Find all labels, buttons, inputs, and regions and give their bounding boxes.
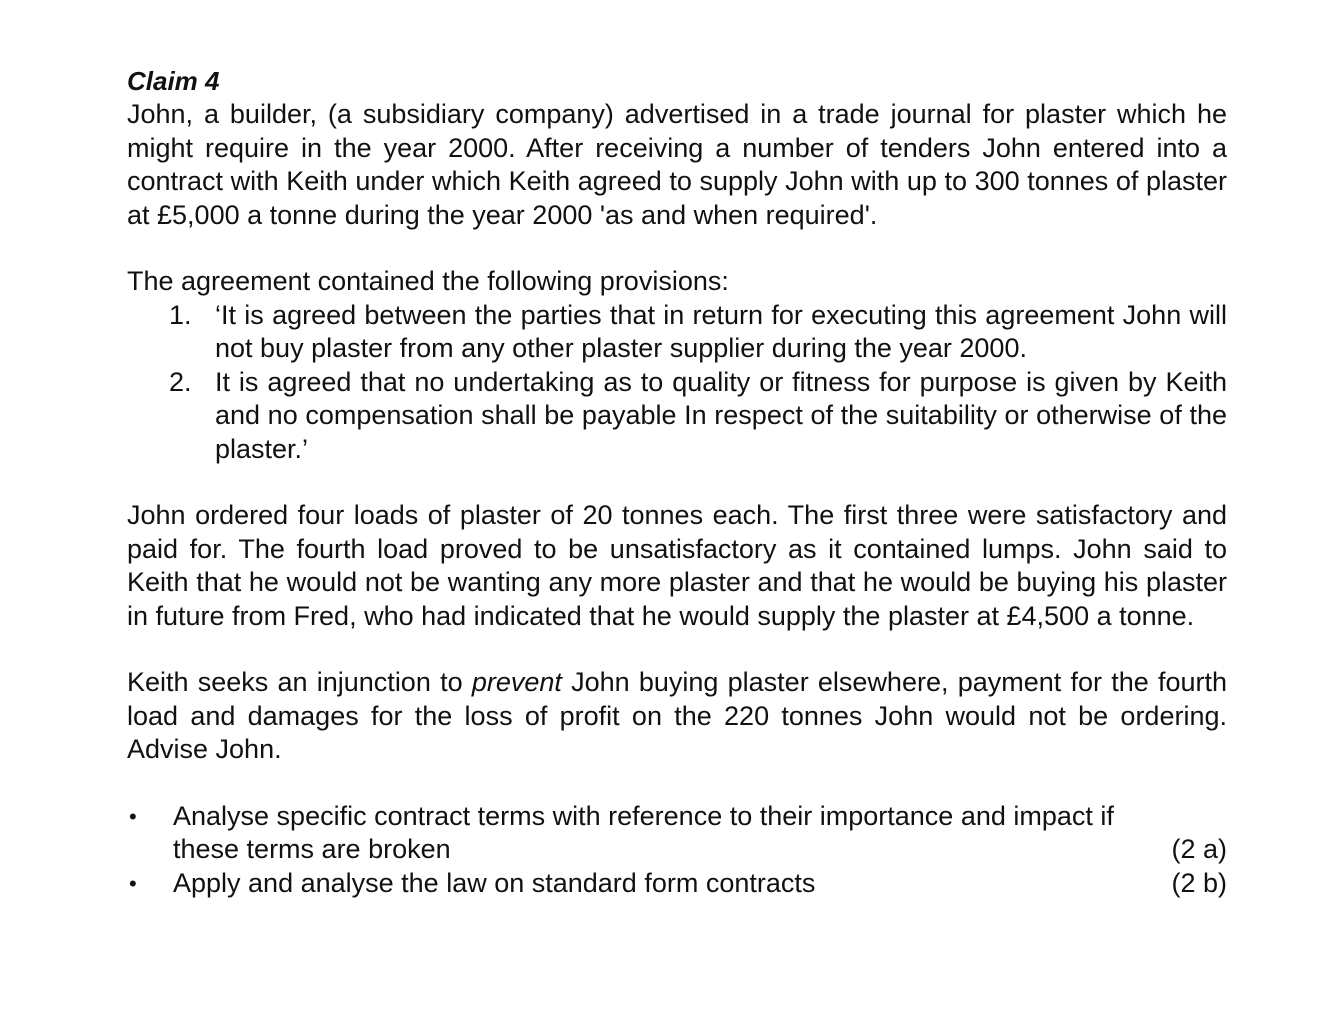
paragraph-spacer — [127, 767, 1227, 800]
para4-after: John buying plaster elsewhere, payment for the fourth load and damages for the loss of profit on the 220 tonnes John would not be ordering. Advise John. — [127, 667, 1227, 764]
provisions-intro: The agreement contained the following provisions: — [127, 266, 729, 296]
scenario-paragraph-1: John, a builder, (a subsidiary company) advertised in a trade journal for plaster which he might require in the year 2000. After receiving a number of tenders John entered into a contract with Keith under which Keith agreed to supply John with up to 300 tonnes of plaster at £5,000 a tonne during the year 2000 'as and when required'. — [127, 99, 1227, 230]
provision-item — [127, 366, 1227, 467]
bullet-icon: • — [129, 803, 137, 829]
document-page — [127, 64, 1227, 900]
provisions-list — [127, 299, 1227, 467]
claim-heading: Claim 4 — [127, 66, 220, 96]
provision-text: It is agreed that no undertaking as to quality or fitness for purpose is given by Keith and no compensation shall be payable In respect of the suitability or otherwise of the plaster.’ — [215, 366, 1227, 464]
bullet-icon: • — [129, 870, 137, 896]
para4-before: Keith seeks an injunction to — [127, 667, 472, 697]
task-text: these terms are broken — [173, 834, 451, 864]
provision-number: 1. — [169, 299, 192, 330]
task-line-1: Analyse specific contract terms with reference to their importance and impact if — [173, 800, 1114, 831]
task-reference: (2 b) — [1171, 867, 1227, 898]
paragraph-spacer — [127, 466, 1227, 499]
task-line-1 — [173, 867, 1227, 901]
provision-text: ‘It is agreed between the parties that in return for executing this agreement John will not buy plaster from any other plaster supplier during the year 2000. — [215, 299, 1227, 363]
provision-item — [127, 299, 1227, 366]
task-reference: (2 a) — [1171, 834, 1227, 864]
task-item — [127, 800, 1227, 867]
scenario-paragraph-4 — [127, 666, 1227, 767]
task-item — [127, 867, 1227, 901]
paragraph-spacer — [127, 232, 1227, 265]
provision-number: 2. — [169, 366, 192, 397]
scenario-paragraph-3: John ordered four loads of plaster of 20 tonnes each. The first three were satisfactory and paid for. The fourth load proved to be unsatisfactory as it contained lumps. John said to Keith that he would not be wanting any more plaster and that he would be buying his plaster in future from Fred, who had indicated that he would supply the plaster at £4,500 a tonne. — [127, 500, 1227, 631]
paragraph-spacer — [127, 633, 1227, 666]
task-text: Apply and analyse the law on standard form contracts — [173, 867, 816, 898]
task-list — [127, 800, 1227, 901]
para4-emphasis: prevent — [471, 667, 562, 697]
task-line-2 — [173, 833, 1227, 867]
